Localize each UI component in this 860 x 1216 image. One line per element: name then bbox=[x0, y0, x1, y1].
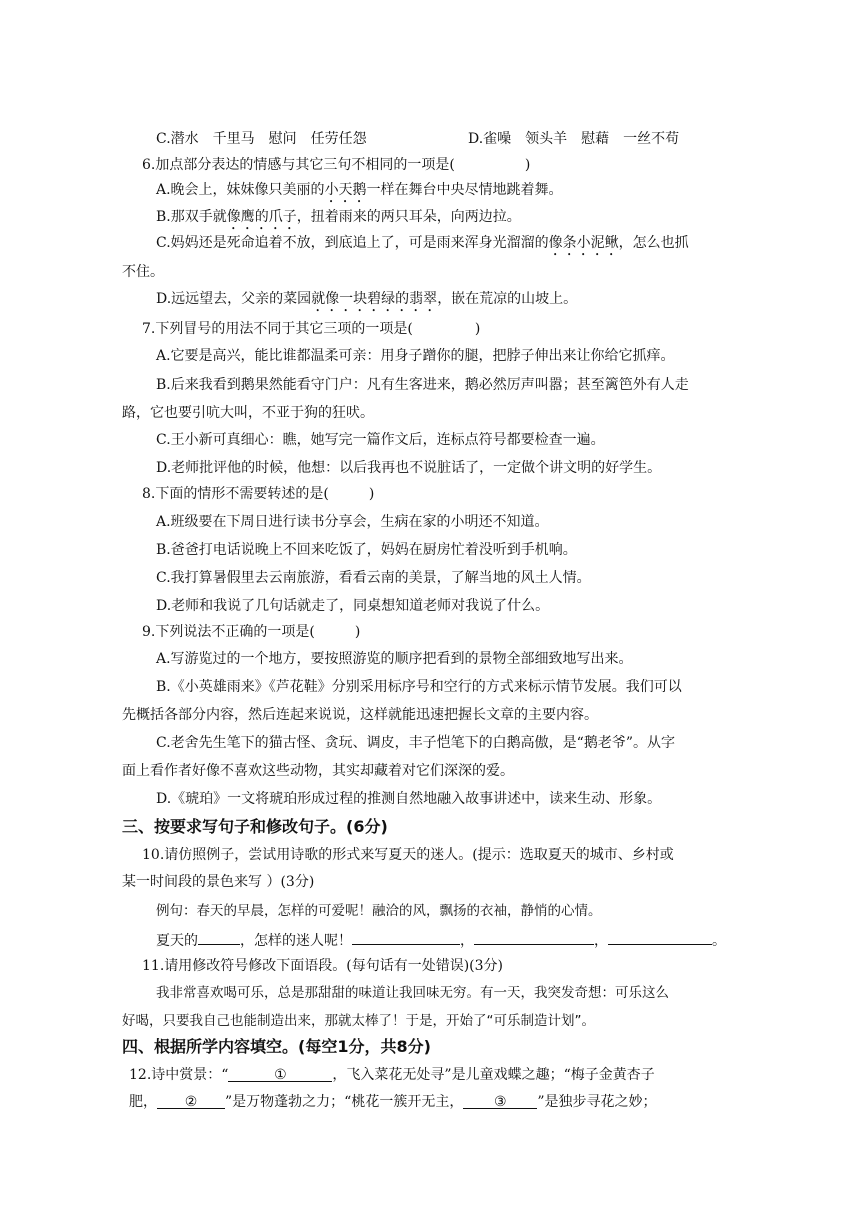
q10-blank-4[interactable] bbox=[608, 929, 712, 945]
q12-pre: 12.诗中赏景：“ bbox=[129, 1067, 229, 1083]
q7-option-c: C.王小新可真细心：瞧，她写完一篇作文后，连标点符号都要检查一遍。 bbox=[156, 432, 605, 448]
q10-comma-1: ， bbox=[460, 933, 474, 949]
q6-stem-close: ) bbox=[524, 157, 531, 173]
q10-fill-pre: 夏天的 bbox=[156, 933, 198, 949]
q12-mid-2: ”是万物蓬勃之力；“桃花一簇开无主， bbox=[225, 1094, 464, 1110]
q6-d-text: D.远远望去，父亲的菜园 bbox=[156, 291, 312, 307]
q6-b-dotted: 像鹰的爪子 bbox=[226, 209, 297, 225]
q8-stem-text: 8.下面的情形不需要转述的是( bbox=[142, 486, 329, 502]
q8-option-a: A.班级要在下周日进行读书分享会，生病在家的小明还不知道。 bbox=[156, 514, 549, 530]
q12-blank-2[interactable] bbox=[157, 1093, 225, 1109]
q7-stem-text: 7.下列冒号的用法不同于其它三项的一项是( bbox=[142, 321, 413, 337]
q12-line-1 bbox=[129, 1066, 655, 1084]
q6-option-c bbox=[156, 234, 689, 259]
q7-stem bbox=[142, 320, 480, 338]
q7-option-d: D.老师批评他的时候，他想：以后我再也不说脏话了，一定做个讲文明的好学生。 bbox=[156, 460, 662, 476]
q12-blank-1[interactable] bbox=[228, 1066, 332, 1082]
q9-option-c: C.老舍先生笔下的猫古怪、贪玩、调皮，丰子恺笔下的白鹅高傲，是“鹅老爷”。从字 bbox=[156, 735, 675, 751]
q12-line-2 bbox=[129, 1093, 657, 1111]
q11-stem: 11.请用修改符号修改下面语段。(每句话有一处错误)(3分) bbox=[142, 958, 504, 974]
q12-line2-pre: 肥， bbox=[129, 1094, 157, 1110]
q10-stem-cont: 某一时间段的景色来写 ）(3分) bbox=[122, 874, 315, 890]
q6-d-dotted: 就像一块碧绿的翡翠 bbox=[311, 291, 438, 307]
q7-option-a: A.它要是高兴，能比谁都温柔可亲：用身子蹭你的腿，把脖子伸出来让你给它抓痒。 bbox=[156, 348, 675, 364]
q6-d-text-end: ，嵌在荒凉的山坡上。 bbox=[437, 291, 578, 307]
q9-stem-close: ) bbox=[354, 624, 361, 640]
q10-period: 。 bbox=[712, 933, 726, 949]
q5-option-c: C.潜水 千里马 慰问 任劳任怨 bbox=[156, 131, 367, 147]
q10-fill-mid: ，怎样的迷人呢！ bbox=[240, 933, 352, 949]
q10-fill-line bbox=[156, 929, 726, 950]
q7-option-b: B.后来我看到鹅果然能看守门户：凡有生客进来，鹅必然厉声叫嚣；甚至篱笆外有人走 bbox=[156, 377, 689, 393]
q8-option-d: D.老师和我说了几句话就走了，同桌想知道老师对我说了什么。 bbox=[156, 598, 550, 614]
q6-stem-text: 6.加点部分表达的情感与其它三句不相同的一项是( bbox=[142, 157, 455, 173]
section-3-title: 三、按要求写句子和修改句子。(6分) bbox=[122, 817, 388, 836]
q10-blank-1[interactable] bbox=[198, 929, 240, 945]
q10-stem: 10.请仿照例子，尝试用诗歌的形式来写夏天的迷人。(提示：选取夏天的城市、乡村或 bbox=[142, 847, 674, 863]
q10-blank-3[interactable] bbox=[474, 929, 594, 945]
q6-a-dotted: 小天鹅 bbox=[324, 182, 367, 198]
q6-b-text: B.那双手就 bbox=[156, 209, 227, 225]
q12-end: ”是独步寻花之妙； bbox=[537, 1094, 657, 1110]
q11-passage-line-1: 我非常喜欢喝可乐，总是那甜甜的味道让我回味无穷。有一天，我突发奇想：可乐这么 bbox=[156, 985, 669, 1001]
q8-option-b: B.爸爸打电话说晚上不回来吃饭了，妈妈在厨房忙着没听到手机响。 bbox=[156, 542, 577, 558]
q7-stem-close: ) bbox=[474, 321, 481, 337]
q12-blank-3-label: ③ bbox=[494, 1094, 507, 1110]
q12-mid-1: ，飞入菜花无处寻”是儿童戏蝶之趣；“梅子金黄杏子 bbox=[332, 1067, 655, 1083]
q8-option-c: C.我打算暑假里去云南旅游，看看云南的美景，了解当地的风土人情。 bbox=[156, 570, 591, 586]
q9-option-c-cont: 面上看作者好像不喜欢这些动物，其实却藏着对它们深深的爱。 bbox=[122, 763, 514, 779]
q12-blank-3[interactable] bbox=[463, 1093, 537, 1109]
section-4-title: 四、根据所学内容填空。(每空1分，共8分) bbox=[122, 1037, 431, 1056]
q8-stem bbox=[142, 485, 374, 503]
q10-comma-2: ， bbox=[594, 933, 608, 949]
q12-blank-2-label: ② bbox=[184, 1094, 198, 1110]
q6-a-text: A.晚会上，妹妹像只美丽的 bbox=[156, 182, 325, 198]
q8-stem-close: ) bbox=[368, 486, 375, 502]
q12-blank-1-label: ① bbox=[274, 1067, 287, 1083]
q9-stem bbox=[142, 623, 360, 641]
q6-c-text-end: ，怎么也抓 bbox=[618, 235, 689, 251]
q6-a-text-end: 一样在舞台中央尽情地跳着舞。 bbox=[366, 182, 563, 198]
q6-b-text-end: ，扭着雨来的两只耳朵，向两边拉。 bbox=[296, 209, 521, 225]
q9-option-b: B.《小英雄雨来》《芦花鞋》分别采用标序号和空行的方式来标示情节发展。我们可以 bbox=[156, 679, 682, 695]
q7-option-b-cont: 路，它也要引吭大叫，不亚于狗的狂吠。 bbox=[122, 405, 374, 421]
q6-option-c-cont: 不住。 bbox=[122, 264, 164, 280]
q10-example: 例句：春天的早晨，怎样的可爱呢！融洽的风，飘扬的衣袖，静悄的心情。 bbox=[156, 903, 602, 919]
q9-stem-text: 9.下列说法不正确的一项是( bbox=[142, 624, 315, 640]
q9-option-d: D.《琥珀》一文将琥珀形成过程的推测自然地融入故事讲述中，读来生动、形象。 bbox=[156, 791, 662, 807]
q9-option-b-cont: 先概括各部分内容，然后连起来说说，这样就能迅速把握长文章的主要内容。 bbox=[122, 707, 598, 723]
q6-stem bbox=[142, 156, 530, 174]
q6-c-dotted: 像条小泥鳅 bbox=[548, 235, 619, 251]
q9-option-a: A.写游览过的一个地方，要按照游览的顺序把看到的景物全部细致地写出来。 bbox=[156, 651, 633, 667]
q10-blank-2[interactable] bbox=[352, 929, 460, 945]
q5-option-d: D.雀噪 领头羊 慰藉 一丝不苟 bbox=[468, 131, 680, 147]
q6-option-a bbox=[156, 181, 563, 206]
q6-option-b bbox=[156, 208, 521, 233]
q6-c-text: C.妈妈还是死命追着不放，到底追上了，可是雨来浑身光溜溜的 bbox=[156, 235, 549, 251]
q6-option-d bbox=[156, 290, 577, 315]
q11-passage-line-2: 好喝，只要我自己也能制造出来，那就太棒了！于是，开始了“可乐制造计划”。 bbox=[122, 1013, 595, 1029]
